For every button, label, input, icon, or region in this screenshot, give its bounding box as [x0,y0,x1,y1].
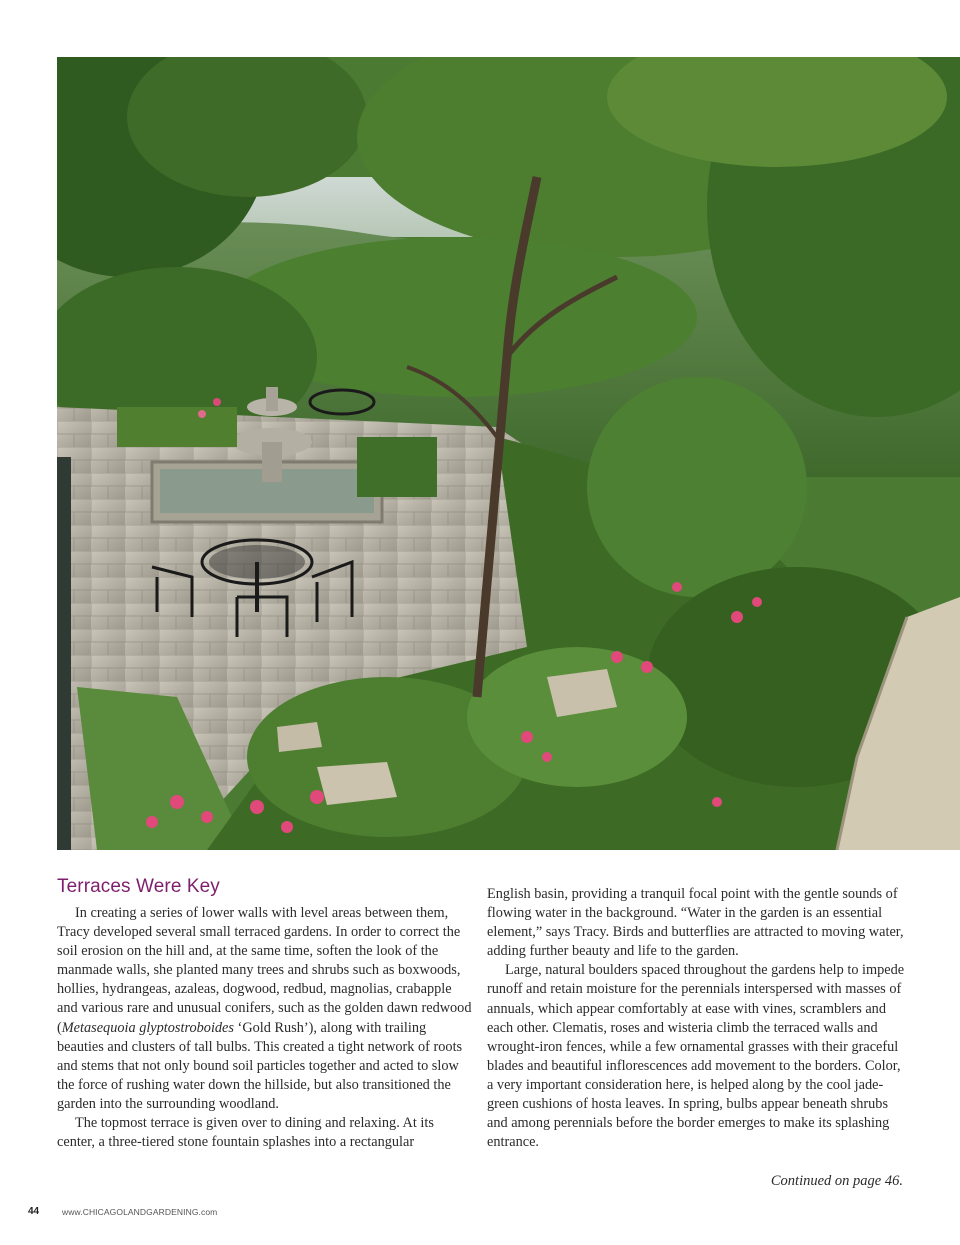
paragraph-terraces-text-a: In creating a series of lower walls with level areas between them, Tracy developed several small terraced gardens. In order to correct the soil erosion on the hill and, at the same time, soften the look of the manmade walls, she planted many trees and shrubs such as boxwoods, hollies, hydrangeas, azaleas, dogwood, redbud, magnolias, crabapple and various rare and unusual conifers, such as the golden dawn redwood ( [57,905,472,1036]
paragraph-english-basin: English basin, providing a tranquil focal point with the gentle sounds of flowing water in the background. “Water in the garden is an essential element,” says Tracy. Birds and butterflies are attracted to moving water, adding further beauty and life to the garden. [487,886,904,960]
paragraph-topmost-terrace: The topmost terrace is given over to dining and relaxing. At its center, a three-tiered stone fountain splashes into a rectangular [57,1115,434,1151]
paragraph-terraces-text-b: ‘Gold Rush’), along with trailing beauties and clusters of tall bulbs. This created a tight network of roots and stems that not only bound soil particles together and acted to slow the force of rushing water down the hillside, but also transitioned the garden into the surrounding woodland. [57,1019,463,1112]
page-number: 44 [28,1206,40,1217]
paragraph-boulders: Large, natural boulders spaced throughout the gardens help to impede runoff and retain moisture for the perennials interspersed with masses of annuals, which appear comfortably at ease with vines, scramblers and each other. Clematis, roses and wisteria climb the terraced walls and wrought-iron fences, while a few ornamental grasses with their graceful blades and beautiful inflorescences add movement to the borders. Color, a very important consideration here, is helped along by the cool jade-green cushions of hosta leaves. In spring, bulbs appear beneath shrubs and among perennials before the border emerges to make its splashing entrance. [487,962,905,1151]
continued-note: Continued on page 46. [770,1173,903,1189]
website-url: www.CHICAGOLANDGARDENING.com [62,1207,218,1217]
garden-photo [57,57,960,850]
article-column-right [487,885,909,1152]
latin-plant-name: Metasequoia glyptostroboides [61,1019,234,1036]
article-column-left [57,904,475,1152]
article-heading: Terraces Were Key [57,876,220,897]
paragraph-terraces [57,904,475,1114]
